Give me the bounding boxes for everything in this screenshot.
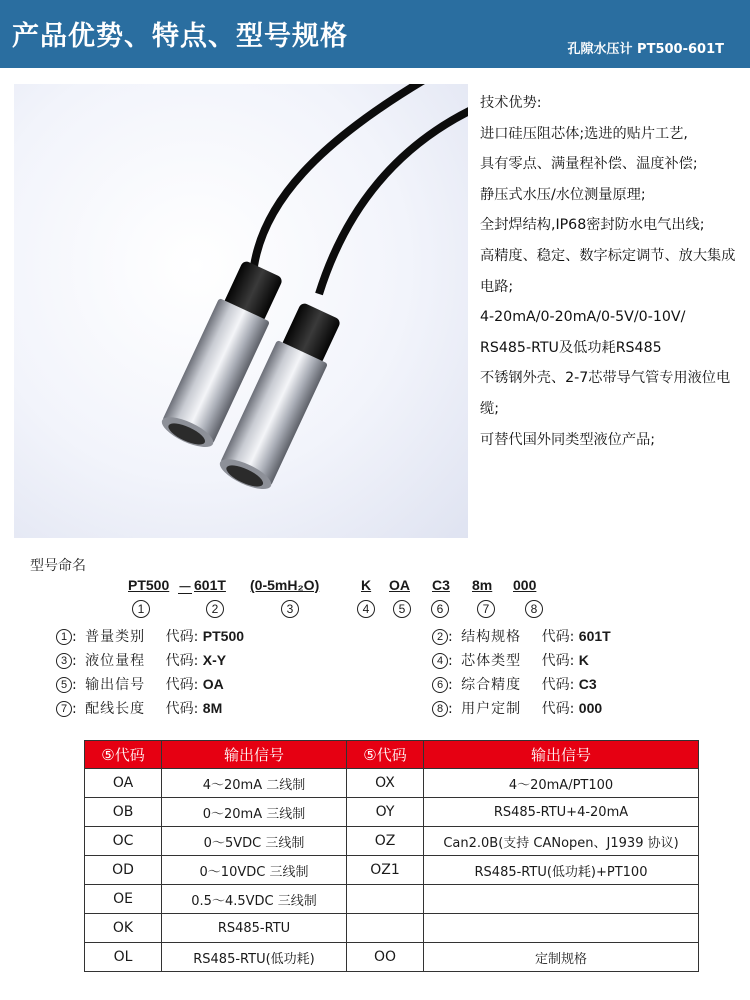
table-cell (424, 885, 699, 914)
legend-item: 3 : 液位量程 代码: X-Y (56, 650, 226, 670)
model-part-accuracy: C3 (432, 577, 450, 593)
model-number-badge: 6 (431, 600, 449, 618)
model-part-core: K (361, 577, 372, 593)
table-cell: 4～20mA 二线制 (162, 769, 347, 798)
legend-name: 配线长度 (85, 701, 146, 717)
advantage-line: 4-20mA/0-20mA/0-5V/0-10V/ (480, 309, 686, 326)
model-part-range: (0-5mH₂O) (250, 577, 320, 593)
table-row (85, 798, 699, 827)
legend-code-value: 8M (202, 700, 223, 716)
table-row (85, 827, 699, 856)
legend-item: 5 : 输出信号 代码: OA (56, 674, 224, 694)
legend-code-label: 代码: (541, 629, 575, 645)
legend-number: 7 (56, 701, 72, 717)
legend-code-value: 601T (578, 628, 611, 644)
legend-code-value: OA (202, 676, 224, 692)
product-subtitle: 孔隙水压计 PT500-601T (567, 42, 724, 57)
legend-code-label: 代码: (541, 677, 575, 693)
advantages-heading: 技术优势: (480, 95, 542, 111)
table-row (85, 943, 699, 972)
legend-name: 用户定制 (461, 701, 522, 717)
advantages-text (480, 88, 742, 455)
table-cell: 0.5～4.5VDC 三线制 (162, 885, 347, 914)
product-photo (14, 84, 468, 538)
legend-name: 普量类别 (85, 629, 146, 645)
table-cell: OX (347, 769, 424, 798)
column-header-code: ⑤代码 (85, 741, 162, 769)
legend-code-label: 代码: (165, 701, 199, 717)
table-cell: OO (347, 943, 424, 972)
advantage-line: 可替代国外同类型液位产品; (480, 431, 656, 448)
legend-item: 8 : 用户定制 代码: 000 (432, 698, 602, 718)
model-number-badge: 5 (393, 600, 411, 618)
legend-number: 3 (56, 653, 72, 669)
legend-code-value: X-Y (202, 652, 227, 668)
legend-item: 6 : 综合精度 代码: C3 (432, 674, 597, 694)
legend-code-value: K (578, 652, 589, 668)
legend-name: 芯体类型 (461, 653, 522, 669)
model-number-badge: 3 (281, 600, 299, 618)
table-row (85, 914, 699, 943)
legend-code-value: 000 (578, 700, 603, 716)
table-row (85, 885, 699, 914)
table-row (85, 856, 699, 885)
model-part-series: PT500 (128, 577, 170, 593)
legend-number: 5 (56, 677, 72, 693)
table-header-row (85, 741, 699, 769)
table-cell: RS485-RTU(低功耗)+PT100 (424, 856, 699, 885)
table-cell: OE (85, 885, 162, 914)
legend-number: 2 (432, 629, 448, 645)
table-cell (347, 914, 424, 943)
model-number-badge: 2 (206, 600, 224, 618)
table-cell: OA (85, 769, 162, 798)
advantage-line: RS485-RTU及低功耗RS485 (480, 339, 662, 356)
legend-name: 输出信号 (85, 677, 146, 693)
column-header-code: ⑤代码 (347, 741, 424, 769)
table-cell: OD (85, 856, 162, 885)
column-header-signal: 输出信号 (162, 741, 347, 769)
output-signal-table (84, 740, 699, 972)
advantage-line: 进口硅压阻芯体;选进的贴片工艺, (480, 125, 688, 142)
legend-item: 1 : 普量类别 代码: PT500 (56, 626, 244, 646)
advantage-line: 不锈钢外壳、2-7芯带导气管专用液位电缆; (480, 370, 731, 417)
table-cell (424, 914, 699, 943)
table-cell: OB (85, 798, 162, 827)
table-cell: 0～20mA 三线制 (162, 798, 347, 827)
page-title: 产品优势、特点、型号规格 (12, 21, 348, 52)
advantage-line: 静压式水压/水位测量原理; (480, 186, 646, 203)
advantage-line: 高精度、稳定、数字标定调节、放大集成电路; (480, 247, 736, 295)
model-number-badge: 7 (477, 600, 495, 618)
table-cell (347, 885, 424, 914)
legend-code-label: 代码: (165, 677, 199, 693)
table-cell: RS485-RTU (162, 914, 347, 943)
legend-item: 7 : 配线长度 代码: 8M (56, 698, 222, 718)
legend-code-label: 代码: (541, 701, 575, 717)
legend-number: 8 (432, 701, 448, 717)
legend-code-label: 代码: (541, 653, 575, 669)
legend-name: 液位量程 (85, 653, 146, 669)
column-header-signal: 输出信号 (424, 741, 699, 769)
legend-code-value: PT500 (202, 628, 245, 644)
legend-code-label: 代码: (165, 629, 199, 645)
table-cell: 4～20mA/PT100 (424, 769, 699, 798)
legend-number: 1 (56, 629, 72, 645)
model-part-dash: － (178, 579, 192, 595)
advantage-line: 全封焊结构,IP68密封防水电气出线; (480, 217, 705, 234)
legend-code-value: C3 (578, 676, 597, 692)
table-cell: OL (85, 943, 162, 972)
legend-code-label: 代码: (165, 653, 199, 669)
table-cell: OY (347, 798, 424, 827)
legend-item: 4 : 芯体类型 代码: K (432, 650, 589, 670)
table-cell: 定制规格 (424, 943, 699, 972)
sensor-probes-illustration (14, 84, 468, 538)
legend-name: 结构规格 (461, 629, 522, 645)
table-cell: OZ (347, 827, 424, 856)
model-number-badge: 1 (132, 600, 150, 618)
legend-item: 2 : 结构规格 代码: 601T (432, 626, 611, 646)
table-cell: OK (85, 914, 162, 943)
model-number-badge: 8 (525, 600, 543, 618)
legend-number: 6 (432, 677, 448, 693)
model-part-structure: 601T (194, 577, 226, 593)
table-cell: RS485-RTU+4-20mA (424, 798, 699, 827)
model-naming-title: 型号命名 (30, 558, 86, 574)
table-cell: 0～5VDC 三线制 (162, 827, 347, 856)
table-cell: OC (85, 827, 162, 856)
model-part-cable: 8m (472, 577, 493, 593)
header-bar (0, 0, 750, 68)
table-cell: Can2.0B(支持 CANopen、J1939 协议) (424, 827, 699, 856)
table-cell: OZ1 (347, 856, 424, 885)
model-number-badge: 4 (357, 600, 375, 618)
model-part-output: OA (389, 577, 410, 593)
table-cell: RS485-RTU(低功耗) (162, 943, 347, 972)
model-part-custom: 000 (513, 577, 537, 593)
advantage-line: 具有零点、满量程补偿、温度补偿; (480, 156, 698, 173)
table-row (85, 769, 699, 798)
table-cell: 0～10VDC 三线制 (162, 856, 347, 885)
legend-number: 4 (432, 653, 448, 669)
legend-name: 综合精度 (461, 677, 522, 693)
